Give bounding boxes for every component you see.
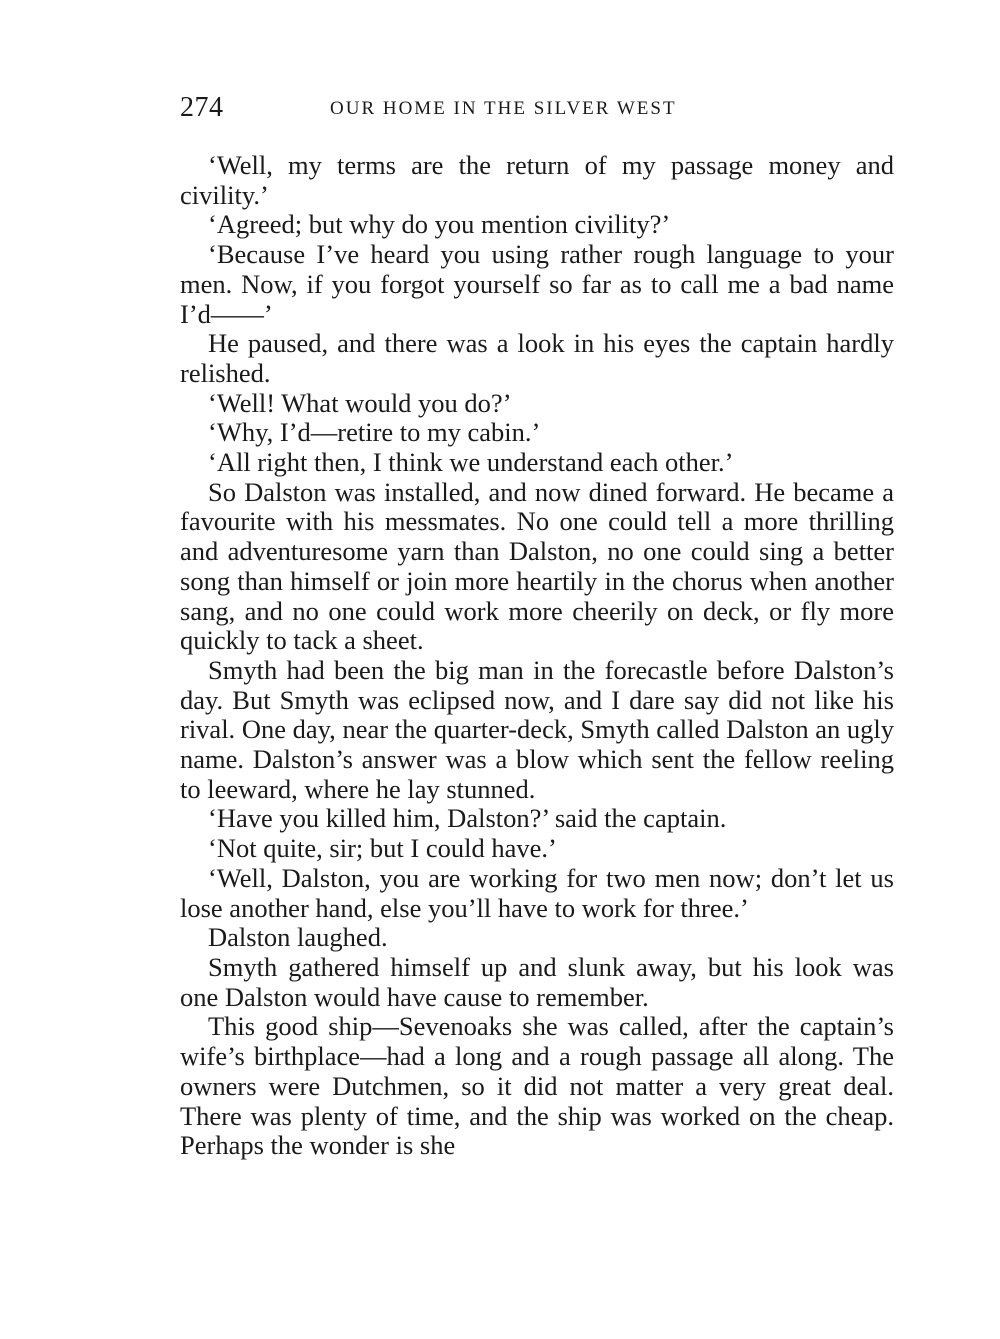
running-title: OUR HOME IN THE SILVER WEST [330,98,677,119]
paragraph: ‘Because I’ve heard you using rather rough language to your men. Now, if you forgot yourself so far as to call me a bad name I’d——’ [180,239,894,329]
paragraph: ‘Agreed; but why do you mention civility?’ [208,209,671,240]
paragraph: This good ship—Sevenoaks she was called, after the captain’s wife’s birthplace—had a long and a rough passage all along. The owners were Dutchmen, so it did not matter a very great deal. There was plenty of time, and the ship was worked on the cheap. Perhaps the wonder is she [180,1011,894,1161]
body-text [180,151,894,1161]
paragraph: ‘Well! What would you do?’ [208,387,512,418]
paragraph: Smyth had been the big man in the forecastle before Dalston’s day. But Smyth was eclipsed now, and I dare say did not like his rival. One day, near the quarter-deck, Smyth called Dalston an ugly name. Dalston’s answer was a blow which sent the fellow reeling to leeward, where he lay stunned. [180,654,894,804]
paragraph: Smyth gathered himself up and slunk away, but his look was one Dalston would have cause to remember. [180,951,894,1012]
paragraph: ‘Not quite, sir; but I could have.’ [208,833,557,864]
paragraph: He paused, and there was a look in his eyes the captain hardly relished. [180,328,894,388]
paragraph: So Dalston was installed, and now dined forward. He became a favourite with his messmates. No one could tell a more thrilling and adventuresome yarn than Dalston, no one could sing a better song than himself or join more heartily in the chorus when another sang, and no one could work more cheerily on deck, or fly more quickly to tack a sheet. [180,476,894,656]
paragraph: ‘Well, Dalston, you are working for two men now; don’t let us lose another hand, else you’ll have to work for three.’ [180,862,894,923]
paragraph: ‘Well, my terms are the return of my passage money and civility.’ [180,150,894,210]
paragraph: Dalston laughed. [208,922,388,953]
paragraph: ‘All right then, I think we understand each other.’ [208,447,734,478]
page-number: 274 [180,92,224,123]
running-head [180,92,894,126]
paragraph: ‘Why, I’d—retire to my cabin.’ [208,417,541,448]
paragraph: ‘Have you killed him, Dalston?’ said the captain. [208,803,727,834]
